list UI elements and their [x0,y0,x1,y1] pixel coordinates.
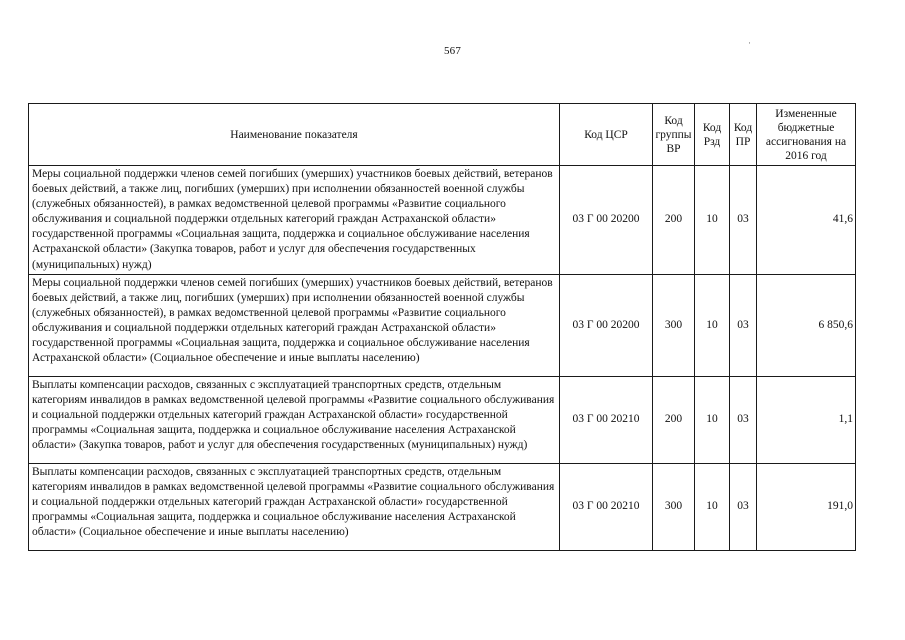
cell-vr-code: 300 [653,274,695,376]
cell-name: Выплаты компенсации расходов, связанных с эксплуатацией транспортных средств, отдельным категориям инвалидов в рамках ведомственной целевой программы «Развитие социального обслуживания и социальной поддержки отдельных категорий граждан Астраханской области» государственной программы «Социальная защита, поддержка и социальное обслуживание населения Астраханской области» (Социальное обеспечение и иные выплаты населению) [29,463,560,550]
cell-name: Меры социальной поддержки членов семей погибших (умерших) участников боевых действий, ветеранов боевых действий, а также лиц, погибших (умерших) при исполнении обязанностей военной службы (служебных обязанностей), в рамках ведомственной целевой программы «Развитие социального обслуживания и социальной поддержки отдельных категорий граждан Астраханской области» государственной программы «Социальная защита, поддержка и социальное обслуживание населения Астраханской области» (Социальное обеспечение и иные выплаты населению) [29,274,560,376]
cell-csr-code: 03 Г 00 20210 [560,463,653,550]
page-number: 567 [443,45,462,57]
cell-rzd-code: 10 [695,166,730,275]
budget-table [28,103,856,551]
table-row [29,274,856,376]
table-row [29,463,856,550]
cell-pr-code: 03 [730,376,757,463]
cell-vr-code: 200 [653,166,695,275]
cell-pr-code: 03 [730,463,757,550]
cell-vr-code: 200 [653,376,695,463]
header-amount: Измененные бюджетные ассигнования на 2016 год [757,104,856,166]
header-name: Наименование показателя [29,104,560,166]
cell-name: Выплаты компенсации расходов, связанных с эксплуатацией транспортных средств, отдельным категориям инвалидов в рамках ведомственной целевой программы «Развитие социального обслуживания и социальной поддержки отдельных категорий граждан Астраханской области» государственной программы «Социальная защита, поддержка и социальное обслуживание населения Астраханской области» (Закупка товаров, работ и услуг для обеспечения государственных (муниципальных) нужд) [29,376,560,463]
cell-csr-code: 03 Г 00 20210 [560,376,653,463]
table-row [29,166,856,275]
cell-pr-code: 03 [730,274,757,376]
header-vr-code: Код группы ВР [653,104,695,166]
header-csr-code: Код ЦСР [560,104,653,166]
cell-amount: 6 850,6 [757,274,856,376]
cell-amount: 41,6 [757,166,856,275]
cell-pr-code: 03 [730,166,757,275]
table-row [29,376,856,463]
scan-mark: · [748,38,751,48]
cell-amount: 1,1 [757,376,856,463]
cell-csr-code: 03 Г 00 20200 [560,274,653,376]
cell-csr-code: 03 Г 00 20200 [560,166,653,275]
header-pr-code: Код ПР [730,104,757,166]
cell-rzd-code: 10 [695,376,730,463]
cell-name: Меры социальной поддержки членов семей погибших (умерших) участников боевых действий, ветеранов боевых действий, а также лиц, погибших (умерших) при исполнении обязанностей военной службы (служебных обязанностей), в рамках ведомственной целевой программы «Развитие социального обслуживания и социальной поддержки отдельных категорий граждан Астраханской области» государственной программы «Социальная защита, поддержка и социальное обслуживание населения Астраханской области» (Закупка товаров, работ и услуг для обеспечения государственных (муниципальных) нужд) [29,166,560,275]
cell-rzd-code: 10 [695,463,730,550]
cell-vr-code: 300 [653,463,695,550]
cell-rzd-code: 10 [695,274,730,376]
header-rzd-code: Код Рзд [695,104,730,166]
table-header-row [29,104,856,166]
cell-amount: 191,0 [757,463,856,550]
